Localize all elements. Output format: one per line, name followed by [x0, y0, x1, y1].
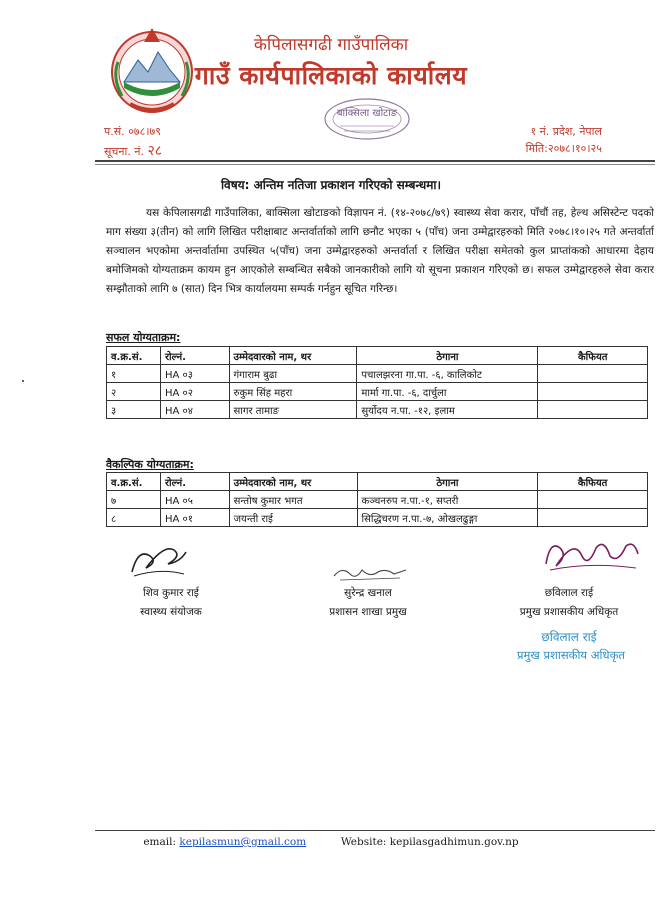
table-row	[107, 491, 648, 509]
email-link[interactable]: kepilasmun@gmail.com	[179, 836, 307, 848]
alternate-title: वैकल्पिक योग्यताक्रम:	[106, 458, 194, 471]
scan-dot	[22, 380, 24, 382]
notice-value: २८	[147, 143, 163, 159]
cell-name: सन्तोष कुमार भगत	[229, 491, 357, 509]
alternate-table	[106, 472, 648, 527]
website-link[interactable]: kepilasgadhimun.gov.np	[389, 836, 519, 848]
cell-roll: HA ०३	[160, 365, 229, 383]
col-remarks: कैफियत	[538, 473, 648, 491]
stamp-text: बाक्सिला खोटाङ	[336, 108, 398, 119]
cell-sn: ८	[107, 509, 161, 527]
header-divider	[95, 160, 655, 162]
signatory-name: शिव कुमार राई	[143, 587, 199, 599]
cell-roll: HA ०५	[160, 491, 229, 509]
notice-number	[104, 141, 162, 160]
signatory-name: छविलाल राई	[544, 587, 594, 599]
cell-sn: २	[107, 383, 161, 401]
ref-value: ०७८।७९	[128, 125, 161, 138]
col-address: ठेगाना	[357, 347, 538, 365]
footer-divider	[95, 830, 655, 831]
province: १ नं. प्रदेश, नेपाल	[530, 125, 602, 138]
office-name: केपिलासगढी गाउँपालिका	[253, 35, 409, 55]
cell-roll: HA ०४	[160, 401, 229, 419]
date-value: २०७८।१०।२५	[547, 142, 602, 155]
cell-remarks	[538, 509, 648, 527]
reference-number	[104, 124, 161, 139]
table-row	[107, 401, 648, 419]
cell-address: सुर्योदय न.पा. -१२, इलाम	[357, 401, 538, 419]
office-stamp-icon	[322, 96, 412, 142]
col-sn: व.क्र.सं.	[107, 473, 161, 491]
signature-1-icon	[124, 538, 194, 582]
table-row	[107, 383, 648, 401]
cell-roll: HA ०२	[160, 383, 229, 401]
col-remarks: कैफियत	[538, 347, 648, 365]
signature-3-icon	[540, 534, 644, 576]
cell-remarks	[538, 383, 648, 401]
notice-label: सूचना. नं.	[104, 145, 144, 158]
signature-2-icon	[330, 562, 410, 586]
table-header-row	[107, 473, 648, 491]
cell-address: सिद्धिचरण न.पा.-७, ओखलढुङ्गा	[357, 509, 538, 527]
cell-sn: ७	[107, 491, 161, 509]
signatory-role: प्रमुख प्रशासकीय अधिकृत	[519, 606, 619, 618]
signatory-3	[494, 584, 644, 622]
signatory-role: प्रशासन शाखा प्रमुख	[329, 606, 407, 618]
col-address: ठेगाना	[357, 473, 538, 491]
stamp-name: छविलाल राई	[541, 630, 597, 644]
table-row	[107, 365, 648, 383]
header-divider-thin	[95, 164, 655, 165]
table-row	[107, 509, 648, 527]
table-header-row	[107, 347, 648, 365]
office-title: गाउँ कार्यपालिकाको कार्यालय	[194, 61, 468, 90]
stamp-role: प्रमुख प्रशासकीय अधिकृत	[517, 648, 625, 662]
cell-name: गंगाराम बुढा	[229, 365, 357, 383]
successful-table	[106, 346, 648, 419]
col-roll: रोल्नं.	[160, 473, 229, 491]
issue-date	[526, 141, 602, 156]
cell-remarks	[538, 491, 648, 509]
signatory-name: सुरेन्द्र खनाल	[344, 587, 392, 599]
cell-address: मार्मा गा.पा. -६, दार्चुला	[357, 383, 538, 401]
col-name: उम्मेदवारको नाम, थर	[229, 347, 357, 365]
signatory-1	[106, 584, 236, 622]
cell-sn: ३	[107, 401, 161, 419]
cell-name: जयन्ती राई	[229, 509, 357, 527]
col-sn: व.क्र.सं.	[107, 347, 161, 365]
cell-sn: १	[107, 365, 161, 383]
cell-address: कञ्चनरुप न.पा.-१, सप्तरी	[357, 491, 538, 509]
notice-body: यस केपिलासगढी गाउँपालिका, बाक्सिला खोटाङको विज्ञापन नं. (१४-२०७८/७९) स्वास्थ्य सेवा करार, पाँचौं तह, हेल्थ असिस्टेन्ट पदको माग संख्या ३(तीन) को लागि लिखित परीक्षाबाट अन्तर्वार्ताको लागि छनौट भएका ५ (पाँच) जना उम्मेद्वारहरुको मिति २०७८।१०।२५ गते अन्तर्वार्ता सञ्चालन भएकोमा अन्तर्वार्तामा उपस्थित ५(पाँच) जना उम्मेद्वारहरुको अन्तर्वार्ता र लिखित परीक्षा समेतको कुल प्राप्तांकको आधारमा देहाय बमोजिमको योग्यताक्रम कायम हुन आएकोले सम्बन्धित सबैको जानकारीको लागि यो सूचना प्रकाशन गरिएको छ। सफल उम्मेद्वारहरुले सेवा करार सम्झौताको लागि ७ (सात) दिन भित्र कार्यालयमा सम्पर्क गर्नहुन सूचित गरिन्छ।	[106, 207, 654, 295]
ref-label: प.सं.	[104, 125, 125, 138]
cell-address: पचालझरना गा.पा. -६, कालिकोट	[357, 365, 538, 383]
cell-name: सागर तामाङ	[229, 401, 357, 419]
successful-title: सफल योग्यताक्रम:	[106, 331, 181, 344]
subject-line: विषय: अन्तिम नतिजा प्रकाशन गरिएको सम्बन्धमा।	[220, 178, 442, 192]
signatory-role: स्वास्थ्य संयोजक	[140, 606, 202, 618]
date-label: मिति:	[525, 142, 548, 155]
cell-name: रुकुम सिंह महरा	[229, 383, 357, 401]
footer	[0, 836, 662, 848]
website-label: Website:	[340, 836, 387, 848]
cell-roll: HA ०१	[160, 509, 229, 527]
cell-remarks	[538, 401, 648, 419]
col-roll: रोल्नं.	[160, 347, 229, 365]
signatory-2	[298, 584, 438, 622]
cell-remarks	[538, 365, 648, 383]
col-name: उम्मेदवारको नाम, थर	[229, 473, 357, 491]
email-label: email:	[143, 836, 177, 848]
